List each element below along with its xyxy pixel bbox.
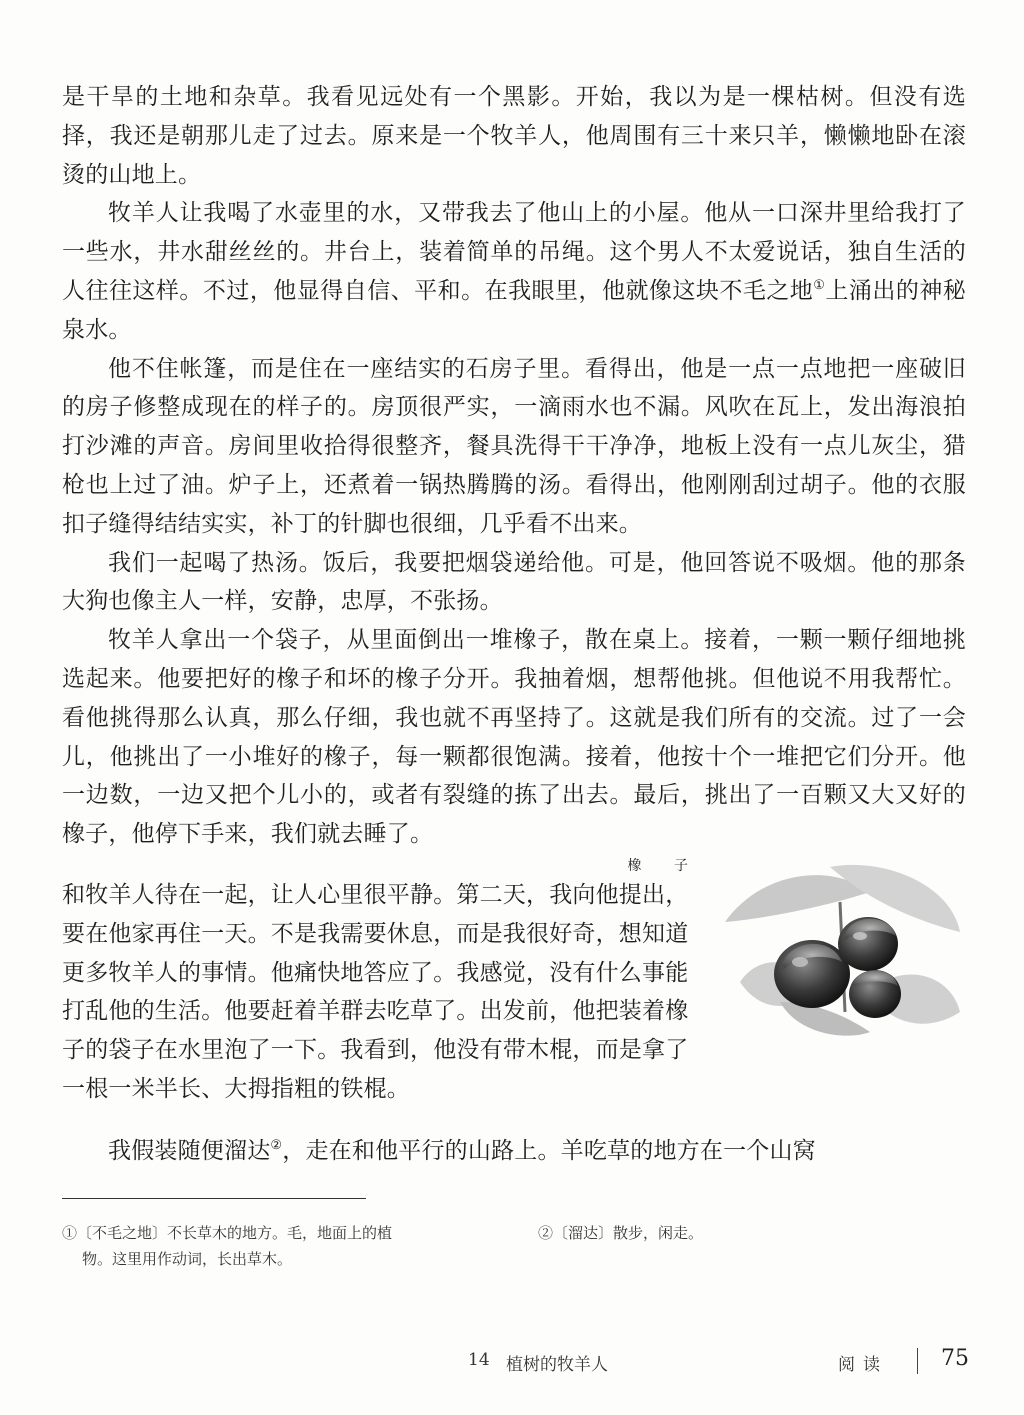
acorn-illustration [720, 862, 966, 1042]
footnote-2: ②〔溜达〕散步，闲走。 [538, 1224, 704, 1242]
footer-separator [917, 1348, 918, 1374]
footnote-divider [62, 1198, 366, 1199]
footnote-ref-2: ② [270, 1137, 283, 1153]
paragraph-7-text: 我假装随便溜达 [108, 1137, 271, 1164]
paragraph-7-tail: ，走在和他平行的山路上。羊吃草的地方在一个山窝 [282, 1137, 816, 1164]
paragraph-2-tail: 上涌出的神秘泉水。 [62, 277, 967, 343]
paragraph-3: 他不住帐篷，而是住在一座结实的石房子里。看得出，他是一点一点地把一座破旧的房子修整成现在的样子的。房顶很严实，一滴雨水也不漏。风吹在瓦上，发出海浪拍打沙滩的声音。房间里收拾得很整齐，餐具洗得干干净净，地板上没有一点儿灰尘，猎枪也上过了油。炉子上，还煮着一锅热腾腾的汤。看得出，他刚刚刮过胡子。他的衣服扣子缝得结结实实，补丁的针脚也很细，几乎看不出来。 [62, 355, 966, 537]
paragraph-2-text: 牧羊人让我喝了水壶里的水，又带我去了他山上的小屋。他从一口深井里给我打了一些水，井水甜丝丝的。井台上，装着简单的吊绳。这个男人不太爱说话，独自生活的人往往这样。不过，他显得自信、平和。在我眼里，他就像这块不毛之地 [62, 200, 966, 304]
page-footer [0, 1346, 1024, 1380]
paragraph-4: 我们一起喝了热汤。饭后，我要把烟袋递给他。可是，他回答说不吸烟。他的那条大狗也像主人一样，安静，忠厚，不张扬。 [62, 549, 966, 615]
footnote-ref-1: ① [813, 277, 826, 293]
footnote-1-line-1: ①〔不毛之地〕不长草木的地方。毛，地面上的植 [62, 1224, 393, 1242]
section-label: 阅读 [838, 1355, 888, 1375]
lesson-title: 植树的牧羊人 [506, 1355, 608, 1375]
figure-caption: 橡 子 [627, 857, 702, 874]
paragraph-5: 牧羊人拿出一个袋子，从里面倒出一堆橡子，散在桌上。接着，一颗一颗仔细地挑选起来。他要把好的橡子和坏的橡子分开。我抽着烟，想帮他挑。但他说不用我帮忙。看他挑得那么认真，那么仔细，我也就不再坚持了。这就是我们所有的交流。过了一会儿，他挑出了一小堆好的橡子，每一颗都很饱满。接着，他按十个一堆把它们分开。他一边数，一边又把个儿小的，或者有裂缝的拣了出去。最后，挑出了一百颗又大又好的橡子，他停下手来，我们就去睡了。 [62, 627, 966, 848]
paragraph-2 [62, 194, 966, 349]
body-text [62, 78, 966, 1171]
footnote-1 [62, 1220, 502, 1272]
paragraph-7 [62, 1132, 966, 1171]
footnote-1-line-2: 物。这里用作动词，长出草木。 [82, 1250, 293, 1268]
paragraph-1: 是干旱的土地和杂草。我看见远处有一个黑影。开始，我以为是一棵枯树。但没有选择，我还是朝那儿走了过去。原来是一个牧羊人，他周围有三十来只羊，懒懒地卧在滚烫的山地上。 [62, 84, 966, 188]
lesson-number: 14 [468, 1350, 490, 1370]
page-number: 75 [941, 1346, 969, 1371]
acorn-figure [720, 862, 966, 1070]
paragraph-6-text: 和牧羊人待在一起，让人心里很平静。第二天，我向他提出，要在他家再住一天。不是我需要休息，而是我很好奇，想知道更多牧羊人的事情。他痛快地答应了。我感觉，没有什么事能打乱他的生活。他要赶着羊群去吃草了。出发前，他把装着橡子的袋子在水里泡了一下。我看到，他没有带木棍，而是拿了一根一米半长、大拇指粗的铁棍。 [62, 881, 689, 1102]
